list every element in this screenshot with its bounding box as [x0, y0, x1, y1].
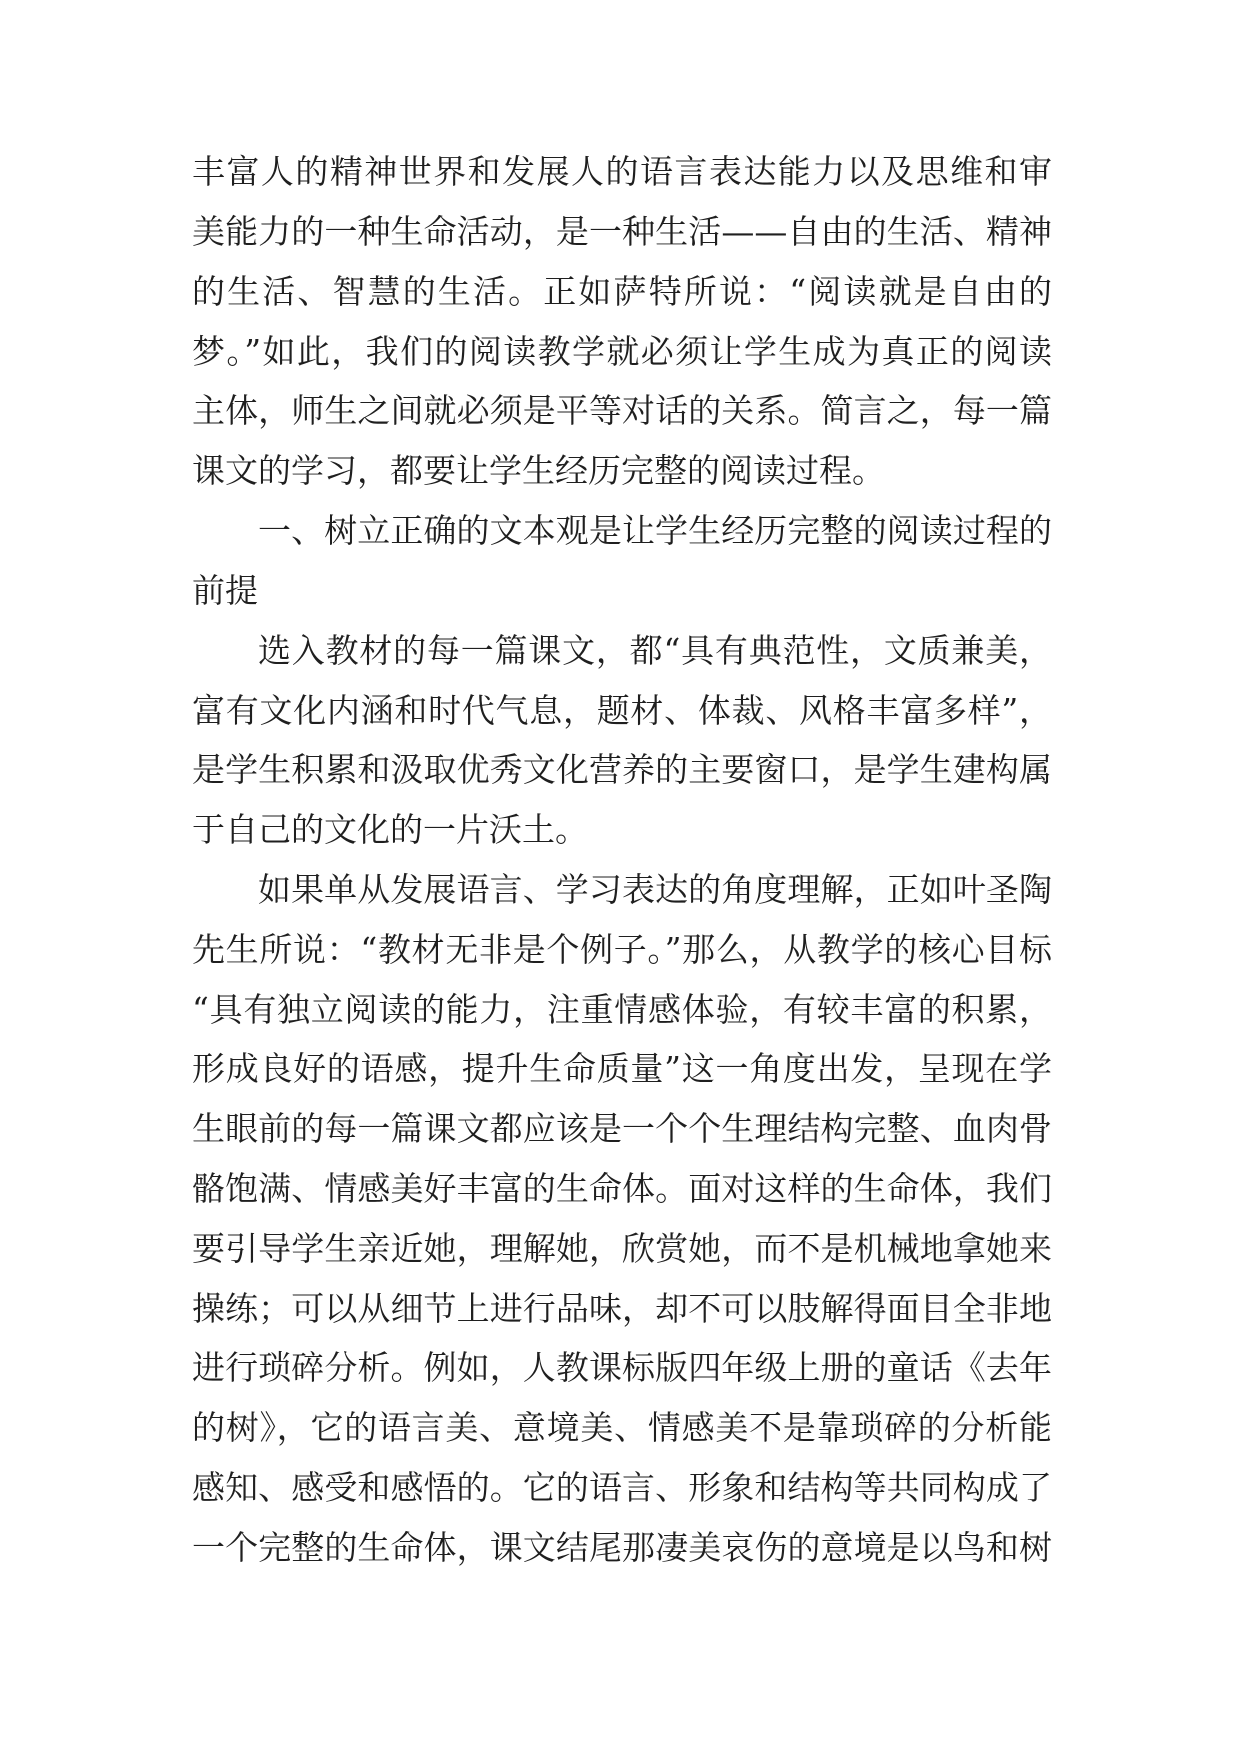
text-line: 进行琐碎分析。例如，人教课标版四年级上册的童话《去年 [192, 1348, 1052, 1387]
text-line: 梦。”如此，我们的阅读教学就必须让学生成为真正的阅读 [192, 332, 1052, 371]
text-line: 一个完整的生命体，课文结尾那凄美哀伤的意境是以鸟和树 [192, 1528, 1052, 1567]
text-line: “具有独立阅读的能力，注重情感体验，有较丰富的积累， [192, 990, 1052, 1029]
text-line: 的树》，它的语言美、意境美、情感美不是靠琐碎的分析能 [192, 1408, 1052, 1447]
text-line: 先生所说：“教材无非是个例子。”那么，从教学的核心目标 [192, 930, 1052, 969]
text-line: 主体，师生之间就必须是平等对话的关系。简言之，每一篇 [192, 391, 1052, 430]
text-line: 感知、感受和感悟的。它的语言、形象和结构等共同构成了 [192, 1468, 1052, 1507]
text-line: 富有文化内涵和时代气息，题材、体裁、风格丰富多样”， [192, 691, 1052, 730]
text-line: 形成良好的语感，提升生命质量”这一角度出发，呈现在学 [192, 1049, 1052, 1088]
text-line: 生眼前的每一篇课文都应该是一个个生理结构完整、血肉骨 [192, 1109, 1052, 1148]
text-line: 选入教材的每一篇课文，都“具有典范性，文质兼美， [258, 631, 1052, 670]
text-line: 骼饱满、情感美好丰富的生命体。面对这样的生命体，我们 [192, 1169, 1052, 1208]
text-line: 要引导学生亲近她，理解她，欣赏她，而不是机械地拿她来 [192, 1229, 1052, 1268]
text-line: 于自己的文化的一片沃土。 [192, 810, 588, 849]
text-line: 如果单从发展语言、学习表达的角度理解，正如叶圣陶 [258, 870, 1052, 909]
text-line: 操练；可以从细节上进行品味，却不可以肢解得面目全非地 [192, 1289, 1052, 1328]
text-line: 课文的学习，都要让学生经历完整的阅读过程。 [192, 451, 885, 490]
section-heading-line: 前提 [192, 571, 258, 610]
text-line: 的生活、智慧的生活。正如萨特所说：“阅读就是自由的 [192, 272, 1052, 311]
text-line: 是学生积累和汲取优秀文化营养的主要窗口，是学生建构属 [192, 750, 1052, 789]
text-line: 美能力的一种生命活动，是一种生活——自由的生活、精神 [192, 212, 1052, 251]
text-line: 丰富人的精神世界和发展人的语言表达能力以及思维和审 [192, 152, 1052, 191]
section-heading-line: 一、树立正确的文本观是让学生经历完整的阅读过程的 [258, 511, 1052, 550]
